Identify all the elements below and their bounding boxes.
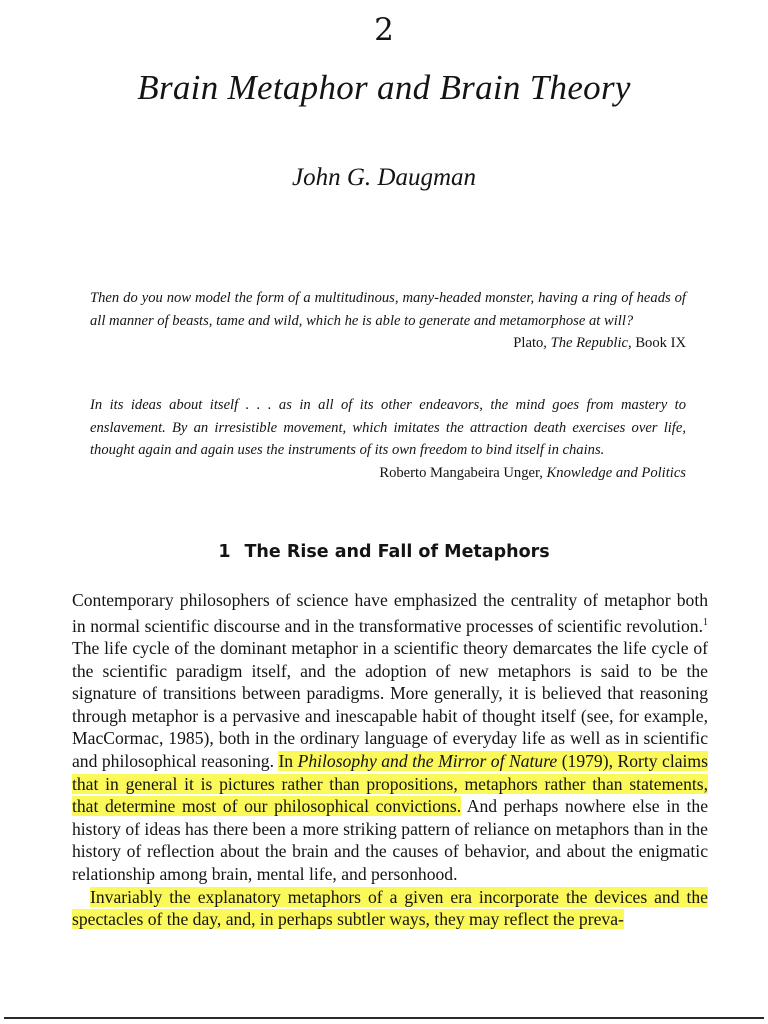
attribution-work: The Republic: [550, 335, 629, 351]
section-number: 1: [218, 542, 231, 562]
epigraph-attribution: [90, 332, 686, 354]
attribution-author: Plato,: [513, 335, 551, 351]
highlight-invariably: Invariably the explanatory metaphors of a given era incorporate the devices and the spectacles of the day, and, in perhaps subtler ways, they may reflect the preva-: [72, 886, 708, 930]
chapter-number: 2: [374, 12, 394, 48]
body-text: [72, 589, 708, 931]
highlight-lead: In: [278, 751, 298, 772]
p1-text-b: The life cycle of the dominant metaphor in a scientific theory demarcates the life cycle of the scientific paradigm itself, and the adoption of new metaphors is said to be the signature of transitions between paradigms. More generally, it is believed that reasoning through metaphor is a pervasive and inescapable habit of thought itself (see, for example, MacCormac, 1985), both in the ordinary language of everyday life as well as in scientific and philosophical reasoning.: [72, 638, 708, 772]
p1-text-c: And perhaps nowhere else in the history of ideas has there been a more striking pattern of reliance on metaphors than in the history of reflection about the brain and the causes of behavior, and about the enigmatic relationship among brain, mental life, and personhood.: [72, 796, 708, 884]
bottom-rule: [4, 1017, 764, 1019]
attribution-suffix: , Book IX: [628, 335, 686, 351]
book-title: Philosophy and the Mirror of Nature: [297, 751, 558, 772]
attribution-author: Roberto Mangabeira Unger,: [379, 464, 547, 481]
section-heading: [0, 542, 768, 562]
highlight-rest: (1979), Rorty claims that in general it is pictures rather than propositions, metaphors rather than statements, that determine most of our philosophical convictions.: [72, 751, 708, 817]
footnote-marker: 1: [703, 616, 708, 628]
epigraph-unger: [90, 394, 686, 484]
attribution-work: Knowledge and Politics: [546, 464, 686, 481]
epigraph-text: Then do you now model the form of a multitudinous, many-headed monster, having a ring of heads of all manner of beasts, tame and wild, which he is able to generate and metamorphose at will?: [90, 290, 686, 329]
chapter-title: Brain Metaphor and Brain Theory: [137, 68, 631, 107]
epigraph-attribution: [90, 462, 686, 484]
epigraph-text: In its ideas about itself . . . as in all of its other endeavors, the mind goes from mastery to enslavement. By an irresistible movement, which imitates the attraction death exercises over life, thought again and again uses the instruments of its own freedom to bind itself in chains.: [90, 397, 686, 458]
paragraph-2: [72, 886, 708, 931]
paragraph-1: [72, 589, 708, 886]
chapter-author: John G. Daugman: [291, 164, 476, 191]
p1-text-a: Contemporary philosophers of science have emphasized the centrality of metaphor both in normal scientific discourse and in the transformative processes of scientific revolution.: [72, 590, 708, 636]
epigraph-plato: [90, 287, 686, 354]
section-title: The Rise and Fall of Metaphors: [244, 542, 550, 562]
